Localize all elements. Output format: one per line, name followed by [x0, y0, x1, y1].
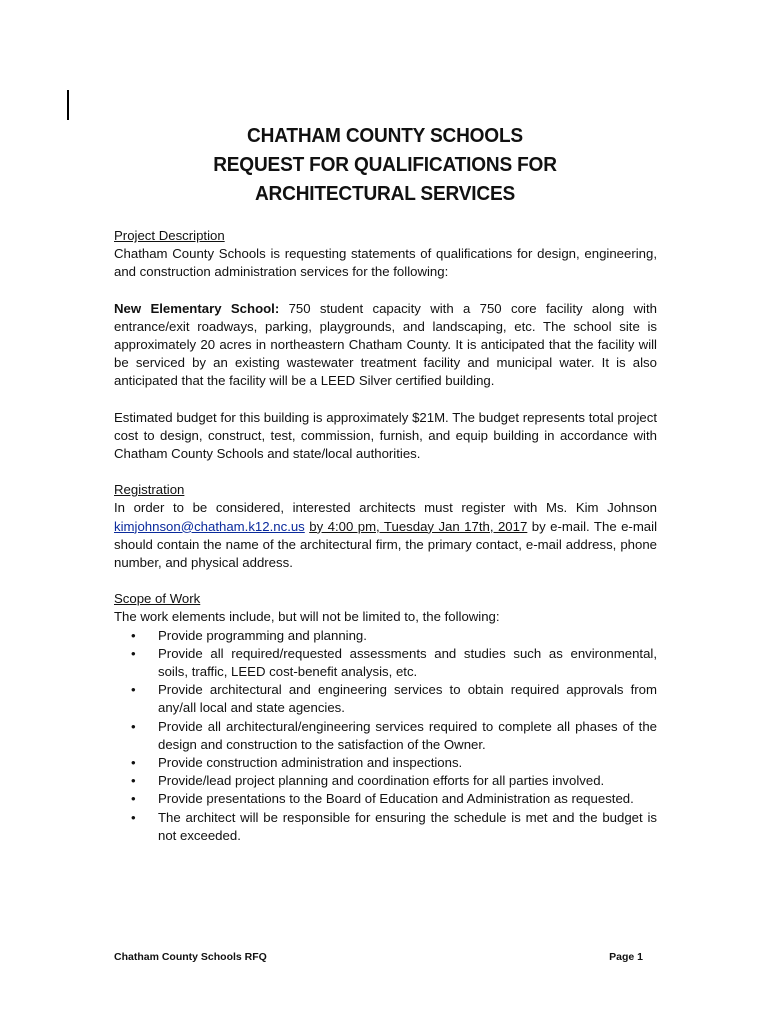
bullet-icon: • — [131, 773, 136, 789]
registration-paragraph — [114, 499, 657, 572]
list-item: • The architect will be responsible for ensuring the schedule is met and the budget is not exceeded. — [131, 809, 657, 843]
bullet-icon: • — [131, 791, 136, 807]
scope-intro: The work elements include, but will not be limited to, the following: — [114, 609, 500, 625]
title-line-3: ARCHITECTURAL SERVICES — [254, 182, 516, 205]
bullet-icon: • — [131, 627, 136, 643]
footer-title: Chatham County Schools RFQ — [114, 951, 267, 963]
new-school-paragraph — [114, 300, 657, 391]
list-item: • Provide all required/requested assessments and studies such as environmental, soils, traffic, LEED cost-benefit analysis, etc. — [131, 645, 657, 680]
registration-text-after: by e-mail. The e-mail should contain the name of the architectural firm, the primary contact, e-mail address, phone number, and physical address. — [114, 518, 658, 571]
new-school-text: 750 student capacity with a 750 core facility along with entrance/exit roadways, parking, playgrounds, and landscaping, etc. The school site is approximately 20 acres in northeastern Chatham County. It is anticipated that the facility will be serviced by an existing wastewater treatment facility and municipal water. It is also anticipated that the facility will be a LEED Silver certified building. — [114, 300, 657, 389]
list-item: • Provide/lead project planning and coordination efforts for all parties involved. — [114, 772, 657, 790]
bullet-icon: • — [131, 718, 136, 734]
list-item: • Provide construction administration and inspections. — [114, 754, 657, 772]
new-school-label: New Elementary School: — [114, 300, 280, 316]
text-cursor-mark — [67, 90, 69, 120]
registration-email-link[interactable]: kimjohnson@chatham.k12.nc.us — [114, 518, 305, 534]
list-item: • Provide all architectural/engineering services required to complete all phases of the design and construction to the satisfaction of the Owner. — [131, 718, 657, 752]
registration-deadline: by 4:00 pm, Tuesday Jan 17th, 2017 — [309, 518, 528, 534]
bullet-icon: • — [131, 682, 136, 698]
bullet-icon: • — [131, 755, 136, 771]
page-number: Page 1 — [609, 951, 643, 963]
project-description-heading: Project Description — [114, 228, 225, 243]
scope-heading: Scope of Work — [114, 591, 201, 607]
list-item: • Provide architectural and engineering services to obtain required approvals from any/all local and state agencies. — [131, 682, 657, 716]
bullet-icon: • — [131, 809, 136, 825]
project-description-intro: Chatham County Schools is requesting statements of qualifications for design, engineering, and construction administration services for the following: — [114, 246, 657, 280]
title-line-1: CHATHAM COUNTY SCHOOLS — [247, 124, 523, 147]
registration-heading: Registration — [114, 482, 185, 498]
title-line-2: REQUEST FOR QUALIFICATIONS FOR — [213, 153, 557, 176]
scope-list — [114, 627, 657, 845]
list-item: • Provide presentations to the Board of Education and Administration as requested. — [114, 790, 657, 808]
document-body — [114, 227, 657, 845]
list-item: • Provide programming and planning. — [114, 627, 657, 645]
budget-paragraph: Estimated budget for this building is approximately $21M. The budget represents total project cost to design, construct, test, commission, furnish, and equip building in accordance with Chatham County Schools and state/local authorities. — [114, 409, 657, 462]
bullet-icon: • — [131, 645, 136, 661]
registration-text-before: In order to be considered, interested architects must register with Ms. Kim Johnson — [114, 500, 657, 516]
document-title — [27, 121, 743, 208]
